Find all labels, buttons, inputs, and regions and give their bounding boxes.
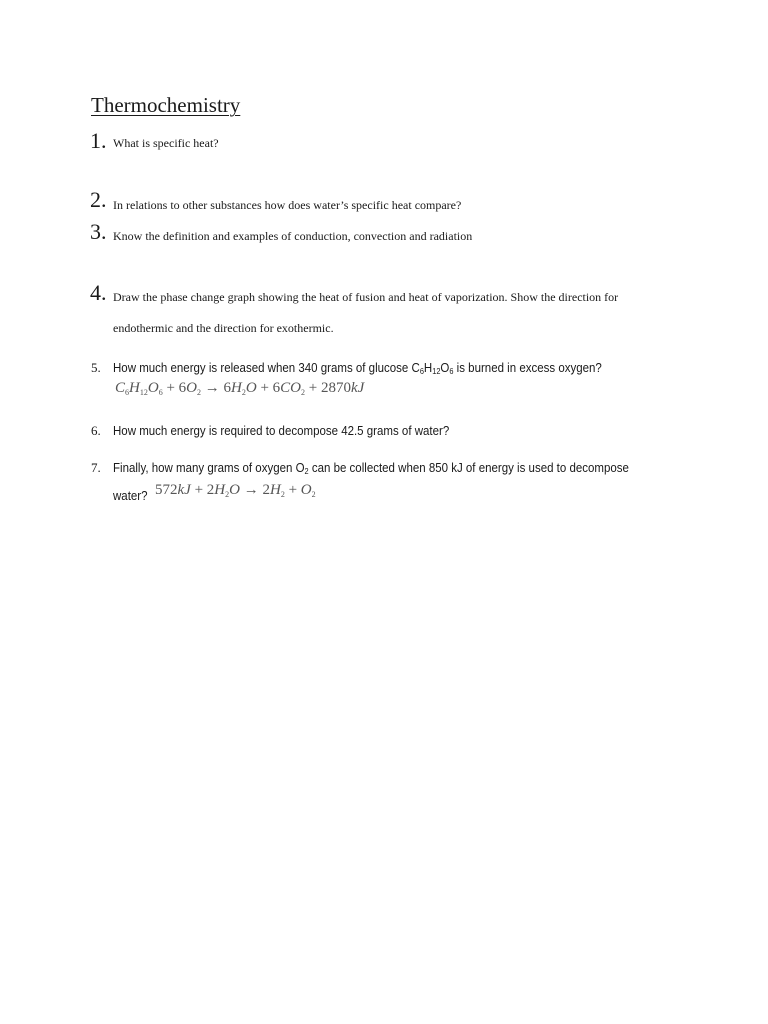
question-text: Draw the phase change graph showing the heat of fusion and heat of vaporization. Show the direction for — [113, 290, 619, 304]
decomposition-equation: $572kJ + 2H_2O \to 2H_2 + O_2$ — [155, 482, 316, 499]
question-number: 4. — [90, 280, 107, 305]
page-title: Thermochemistry — [91, 93, 241, 117]
question-text: How much energy is required to decompose 42.5 grams of water? — [113, 424, 450, 438]
question-text: In relations to other substances how does water’s specific heat compare? — [113, 198, 462, 212]
question-text-line2: water? — [113, 489, 148, 503]
question-text: How much energy is released when 340 grams of glucose $C_6H_{12}O_6$ is burned in excess oxygen? — [113, 361, 602, 376]
question-number: 2. — [90, 187, 107, 212]
question-text: Know the definition and examples of conduction, convection and radiation — [113, 229, 473, 243]
question-number: 5. — [91, 360, 101, 375]
question-number: 7. — [91, 460, 101, 475]
question-text: Finally, how many grams of oxygen $O_2$ can be collected when 850 kJ of energy is used to decompose — [113, 461, 629, 476]
question-text: What is specific heat? — [113, 136, 219, 150]
question-text-line2: endothermic and the direction for exothermic. — [113, 321, 334, 335]
glucose-formula: $C_6H_{12}O_6$ — [411, 361, 454, 376]
question-number: 3. — [90, 219, 107, 244]
combustion-equation: $C_6H_{12}O_6 + 6O_2 \to 6H_2O + 6CO_2 + 2870kJ$ — [115, 380, 365, 397]
question-number: 1. — [90, 128, 107, 153]
question-number: 6. — [91, 423, 101, 438]
oxygen-formula: $O_2$ — [295, 461, 309, 476]
